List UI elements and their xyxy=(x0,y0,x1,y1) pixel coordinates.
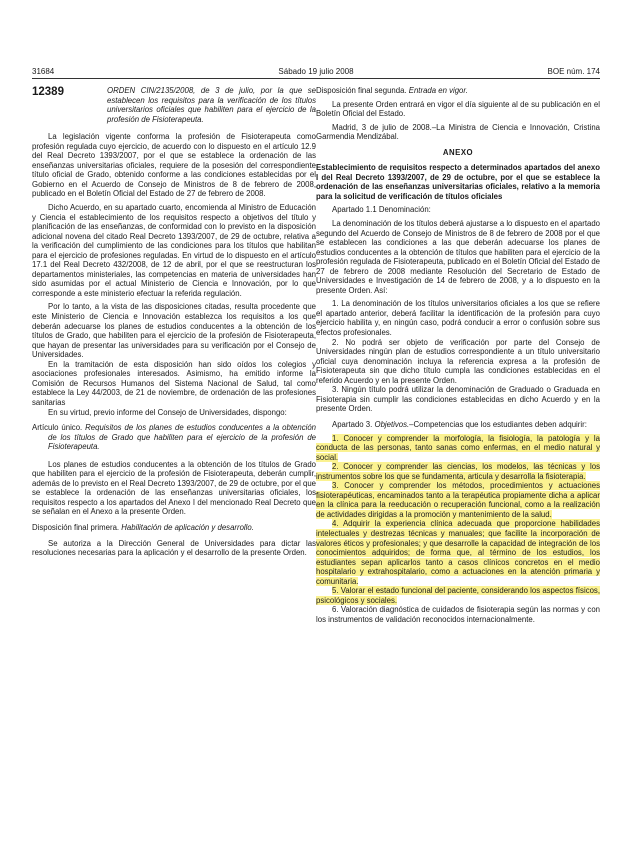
apartado-3-heading xyxy=(316,420,600,430)
competence-2 xyxy=(316,462,600,481)
disposition-2-heading xyxy=(316,86,600,96)
highlight: 2. Conocer y comprender las ciencias, los modelos, las técnicas y los instrumentos sobre los que se fundamenta, articula y desarrolla la fisioterapia. xyxy=(316,462,600,481)
right-column xyxy=(316,86,600,624)
highlight: 4. Adquirir la experiencia clínica adecuada que proporcione habilidades intelectuales y destrezas técnicas y manuales; que facilite la incorporación de valores éticos y profesionales; y que desarrolle la capacidad de integración de los conocimientos adquiridos; de forma que, al término de los estudios, los estudiantes sepan aplicarlos tanto a casos clínicos concretos en el medio hospitalario y extrahospitalario, como a actuaciones en la atención primaria y comunitaria. xyxy=(316,519,600,586)
anexo-heading: ANEXO xyxy=(442,147,474,157)
page-header xyxy=(32,66,600,78)
article-title: Requisitos de los planes de estudios conducentes a la obtención de los títulos de Grado que habiliten para el ejercicio de la profesión de Fisioterapeuta. xyxy=(48,423,316,452)
highlight: 1. Conocer y comprender la morfología, la fisiología, la patología y la conducta de las personas, tanto sanas como enfermas, en el medio natural y social. xyxy=(316,433,600,462)
signature: Madrid, 3 de julio de 2008.–La Ministra de Ciencia e Innovación, Cristina Garmendia Mendizábal. xyxy=(316,122,600,142)
disposition-2-label: Disposición final segunda. xyxy=(316,86,407,95)
disposition-2-title: Entrada en vigor. xyxy=(408,86,468,95)
page-number: 31684 xyxy=(32,67,55,76)
paragraph-1: La legislación vigente conforma la profesión de Fisioterapeuta como profesión regulada cuyo ejercicio, de acuerdo con lo dispuesto en el artículo 12.9 del Real Decreto 1393/2007, por el que se establece la ordenación de las enseñanzas universitarias oficiales, requiere de la posesión del correspondiente título oficial de Grado, obtenido conforme a las condiciones establecidas por el Gobierno en el Acuerdo de Consejo de Ministros de 8 de febrero de 2008, publicado en el Boletín Oficial del Estado de 27 de febrero de 2008. xyxy=(32,132,316,199)
apartado-1-1: Apartado 1.1 Denominación: xyxy=(332,205,431,215)
orden-title: ORDEN CIN/2135/2008, de 3 de julio, por la que se establecen los requisitos para la verificación de los títulos universitarios oficiales que habiliten para el ejercicio de la profesión de Fisioterapeuta. xyxy=(107,86,316,124)
article-heading xyxy=(32,423,316,452)
anexo-title: Establecimiento de requisitos respecto a determinados apartados del anexo I del Real Decreto 1393/2007, de 29 de octubre, por el que se establece la ordenación de las enseñanzas universitarias oficiales, relativo a la memoria para la solicitud de verificación de títulos oficiales xyxy=(316,163,600,201)
disposition-1-title: Habilitación de aplicación y desarrollo. xyxy=(121,522,254,532)
apartado-3-text: –Competencias que los estudiantes deben adquirir: xyxy=(409,419,587,429)
disposition-1-heading xyxy=(32,523,316,533)
entry-into-force: La presente Orden entrará en vigor el día siguiente al de su publicación en el Boletín Oficial del Estado. xyxy=(316,99,600,119)
denominacion-item-1: 1. La denominación de los títulos universitarios oficiales a los que se refiere el apartado anterior, deberá facilitar la identificación de la profesión para cuyo ejercicio habilita y, en ningún caso, podrá conducir a error o confusión sobre sus efectos profesionales. xyxy=(316,299,600,338)
competence-3 xyxy=(316,481,600,519)
apartado-3-title: Objetivos. xyxy=(374,419,410,429)
paragraph-5: En su virtud, previo informe del Consejo de Universidades, dispongo: xyxy=(48,407,287,417)
paragraph-6: Los planes de estudios conducentes a la obtención de los títulos de Grado que habiliten para el ejercicio de la profesión de Fisioterapeuta, deberán cumplir, además de lo previsto en el Real Decreto 1393/2007, de 29 de octubre, por el que se establece la ordenación de las enseñanzas universitarias oficiales, los requisitos respecto a los apartados del Anexo I del mencionado Real Decreto que se señalan en el Anexo a la presente Orden. xyxy=(32,459,316,517)
left-column xyxy=(32,86,316,558)
header-date: Sábado 19 julio 2008 xyxy=(278,67,354,76)
apartado-3-label: Apartado 3. xyxy=(332,419,373,429)
paragraph-2: Dicho Acuerdo, en su apartado cuarto, encomienda al Ministro de Educación y Ciencia el establecimiento de los requisitos respecto a objetivos del título y planificación de las enseñanzas, de conformidad con lo previsto en la disposición adicional novena del citado Real Decreto 1393/2007, de 29 de octubre, relativa a la verificación del cumplimiento de las condiciones para los títulos que habilitan para el ejercicio de profesiones reguladas. En virtud de lo dispuesto en el artículo 17.1 del Real Decreto 432/2008, de 12 de abril, por el que se reestructuran los departamentos ministeriales, las competencias en materia de universidades han sido asumidas por el actual Ministerio de Ciencia e Innovación, por lo que corresponde a este ministerio efectuar la referida regulación. xyxy=(32,203,316,298)
paragraph-7: Se autoriza a la Dirección General de Universidades para dictar las resoluciones necesarias para la aplicación y el desarrollo de la presente Orden. xyxy=(32,538,316,558)
paragraph-3: Por lo tanto, a la vista de las disposiciones citadas, resulta procedente que este Ministerio de Ciencia e Innovación establezca los requisitos a los que deberán adecuarse los planes de estudios conducentes a la obtención de los títulos de Grado, que habiliten para el ejercicio de la profesión de Fisioterapeuta, que hayan de presentar las universidades para su verificación por el Consejo de Universidades. xyxy=(32,302,316,360)
issue-number: BOE núm. 174 xyxy=(547,67,600,76)
competence-4 xyxy=(316,519,600,586)
competence-6: 6. Valoración diagnóstica de cuidados de fisioterapia según las normas y con los instrumentos de validación reconocidos internacionalmente. xyxy=(316,605,600,624)
denominacion-text: La denominación de los títulos deberá ajustarse a lo dispuesto en el apartado segundo del Acuerdo de Consejo de Ministros de 8 de febrero de 2008 por el que se establecen las condiciones a las que deberán adecuarse los planes de estudios conducentes a la obtención de títulos que habiliten para el ejercicio de la profesión regulada de Fisioterapeuta, publicado en el Boletín Oficial del Estado de 27 de febrero de 2008 mediante Resolución del Secretario de Estado de Universidades e Investigación de 14 de febrero de 2008, y a lo dispuesto en la presente Orden. Así: xyxy=(316,219,600,295)
paragraph-4: En la tramitación de esta disposición han sido oídos los colegios y asociaciones profesionales interesados. Asimismo, ha emitido informe la Comisión de Recursos Humanos del Sistema Nacional de Salud, tal como establece la Ley 44/2003, de 21 de noviembre, de ordenación de las profesiones sanitarias xyxy=(32,359,316,407)
highlight: 5. Valorar el estado funcional del paciente, considerando los aspectos físicos, psicológicos y sociales. xyxy=(316,586,600,605)
denominacion-item-3: 3. Ningún título podrá utilizar la denominación de Graduado o Graduada en Fisioterapia sin cumplir las condiciones establecidas en dicho Acuerdo y en la presente Orden. xyxy=(316,385,600,414)
competence-1 xyxy=(316,434,600,463)
highlight: 3. Conocer y comprender los métodos, procedimientos y actuaciones fisioterapéuticas, encaminados tanto a la terapéutica propiamente dicha a aplicar en la clínica para la reeducación o recuperación funcional, como a la realización de actividades dirigidas a la promoción y mantenimiento de la salud. xyxy=(316,481,600,519)
entry-number: 12389 xyxy=(32,86,64,98)
disposition-1-label: Disposición final primera. xyxy=(32,522,120,532)
article-label: Artículo único. xyxy=(32,423,83,433)
header-rule xyxy=(32,78,600,79)
denominacion-item-2: 2. No podrá ser objeto de verificación por parte del Consejo de Universidades ningún plan de estudios correspondiente a un título universitario oficial cuya denominación incluya la referencia expresa a la profesión de Fisioterapeuta sin que dicho título cumpla las condiciones establecidas en el referido Acuerdo y en la presente Orden. xyxy=(316,337,600,385)
competence-5 xyxy=(316,586,600,605)
